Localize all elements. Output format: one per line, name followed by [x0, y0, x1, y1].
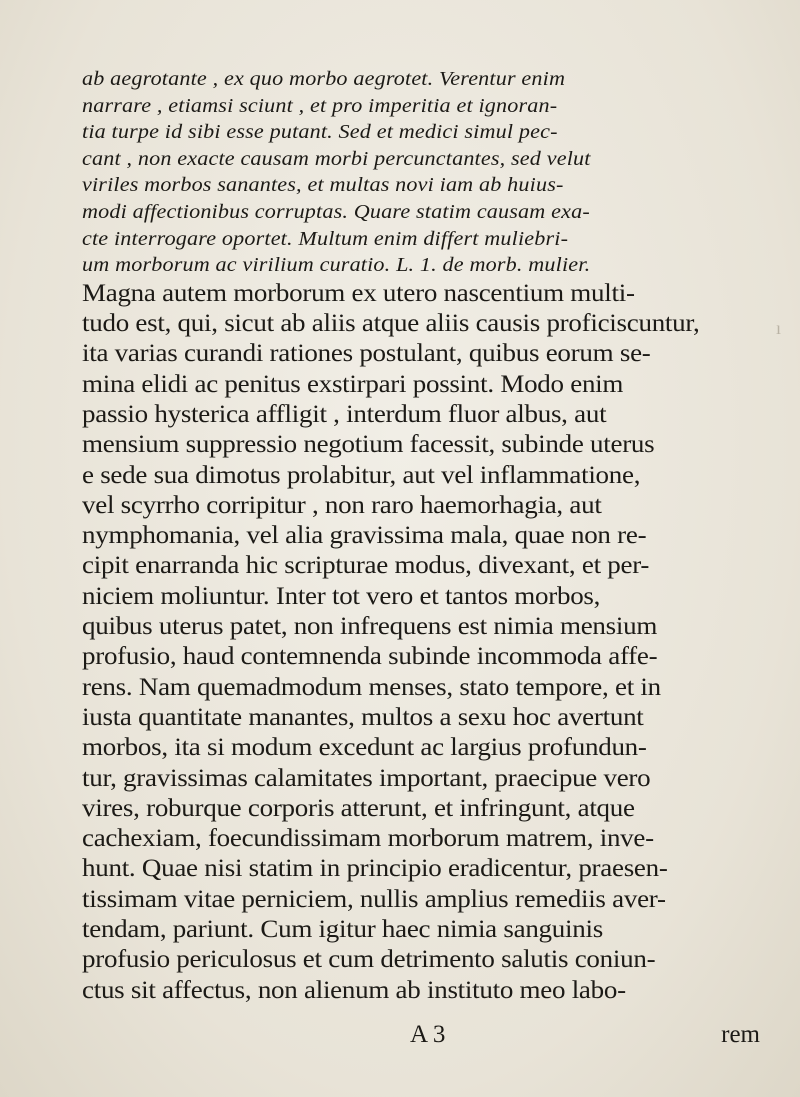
text-line: mensium suppressio negotium facessit, subinde uterus [82, 431, 655, 459]
text-line: vel scyrrho corripitur , non raro haemorhagia, aut [82, 491, 602, 519]
text-line: iusta quantitate manantes, multos a sexu hoc avertunt [82, 703, 644, 731]
text-line: Magna autem morborum ex utero nascentium multi- [82, 279, 635, 307]
text-line: niciem moliuntur. Inter tot vero et tantos morbos, [82, 582, 601, 610]
text-line: morbos, ita si modum excedunt ac largius profundun- [82, 734, 647, 762]
italic-text-line: modi affectionibus corruptas. Quare statim causam exa- [82, 200, 590, 223]
text-line: nymphomania, vel alia gravissima mala, quae non re- [82, 522, 647, 550]
text-line: vires, roburque corporis atterunt, et infringunt, atque [82, 794, 635, 822]
catchword: rem [721, 1021, 760, 1048]
italic-text-line: cte interrogare oportet. Multum enim differt muliebri- [82, 227, 569, 250]
page-footer [0, 1021, 800, 1051]
italic-text-line: tia turpe id sibi esse putant. Sed et medici simul pec- [82, 121, 558, 144]
signature-mark: A 3 [410, 1021, 446, 1048]
text-line: tur, gravissimas calamitates important, praecipue vero [82, 764, 651, 792]
text-line: cipit enarranda hic scripturae modus, divexant, et per- [82, 552, 650, 580]
text-line: ctus sit affectus, non alienum ab instituto meo labo- [82, 976, 626, 1004]
text-line: passio hysterica affligit , interdum fluor albus, aut [82, 400, 607, 428]
italic-text-line: narrare , etiamsi sciunt , et pro imperitia et ignoran- [82, 94, 558, 117]
italic-text-line: cant , non exacte causam morbi percunctantes, sed velut [82, 147, 591, 170]
italic-text-line: viriles morbos sanantes, et multas novi iam ab huius- [82, 174, 564, 197]
text-line: tudo est, qui, sicut ab aliis atque aliis causis proficiscuntur, [82, 310, 700, 338]
text-line: tendam, pariunt. Cum igitur haec nimia sanguinis [82, 915, 603, 943]
margin-mark: ı [776, 318, 782, 338]
text-line: rens. Nam quemadmodum menses, stato tempore, et in [82, 673, 661, 701]
text-line: quibus uterus patet, non infrequens est nimia mensium [82, 613, 658, 641]
text-line: ita varias curandi rationes postulant, quibus eorum se- [82, 340, 651, 368]
text-line: mina elidi ac penitus exstirpari possint. Modo enim [82, 370, 624, 398]
italic-text-line: ab aegrotante , ex quo morbo aegrotet. Verentur enim [82, 68, 566, 90]
text-line: hunt. Quae nisi statim in principio eradicentur, praesen- [82, 855, 668, 883]
text-line: profusio periculosus et cum detrimento salutis coniun- [82, 946, 656, 974]
text-line: profusio, haud contemnenda subinde incommoda affe- [82, 643, 658, 671]
italic-text-line: um morborum ac virilium curatio. L. 1. de morb. mulier. [82, 254, 591, 277]
text-line: tissimam vitae perniciem, nullis amplius remediis aver- [82, 885, 666, 913]
main-paragraph [82, 279, 762, 1006]
italic-quotation [82, 66, 762, 279]
body-text [82, 66, 762, 1006]
text-line: cachexiam, foecundissimam morborum matrem, inve- [82, 825, 654, 853]
text-line: e sede sua dimotus prolabitur, aut vel inflammatione, [82, 461, 641, 489]
